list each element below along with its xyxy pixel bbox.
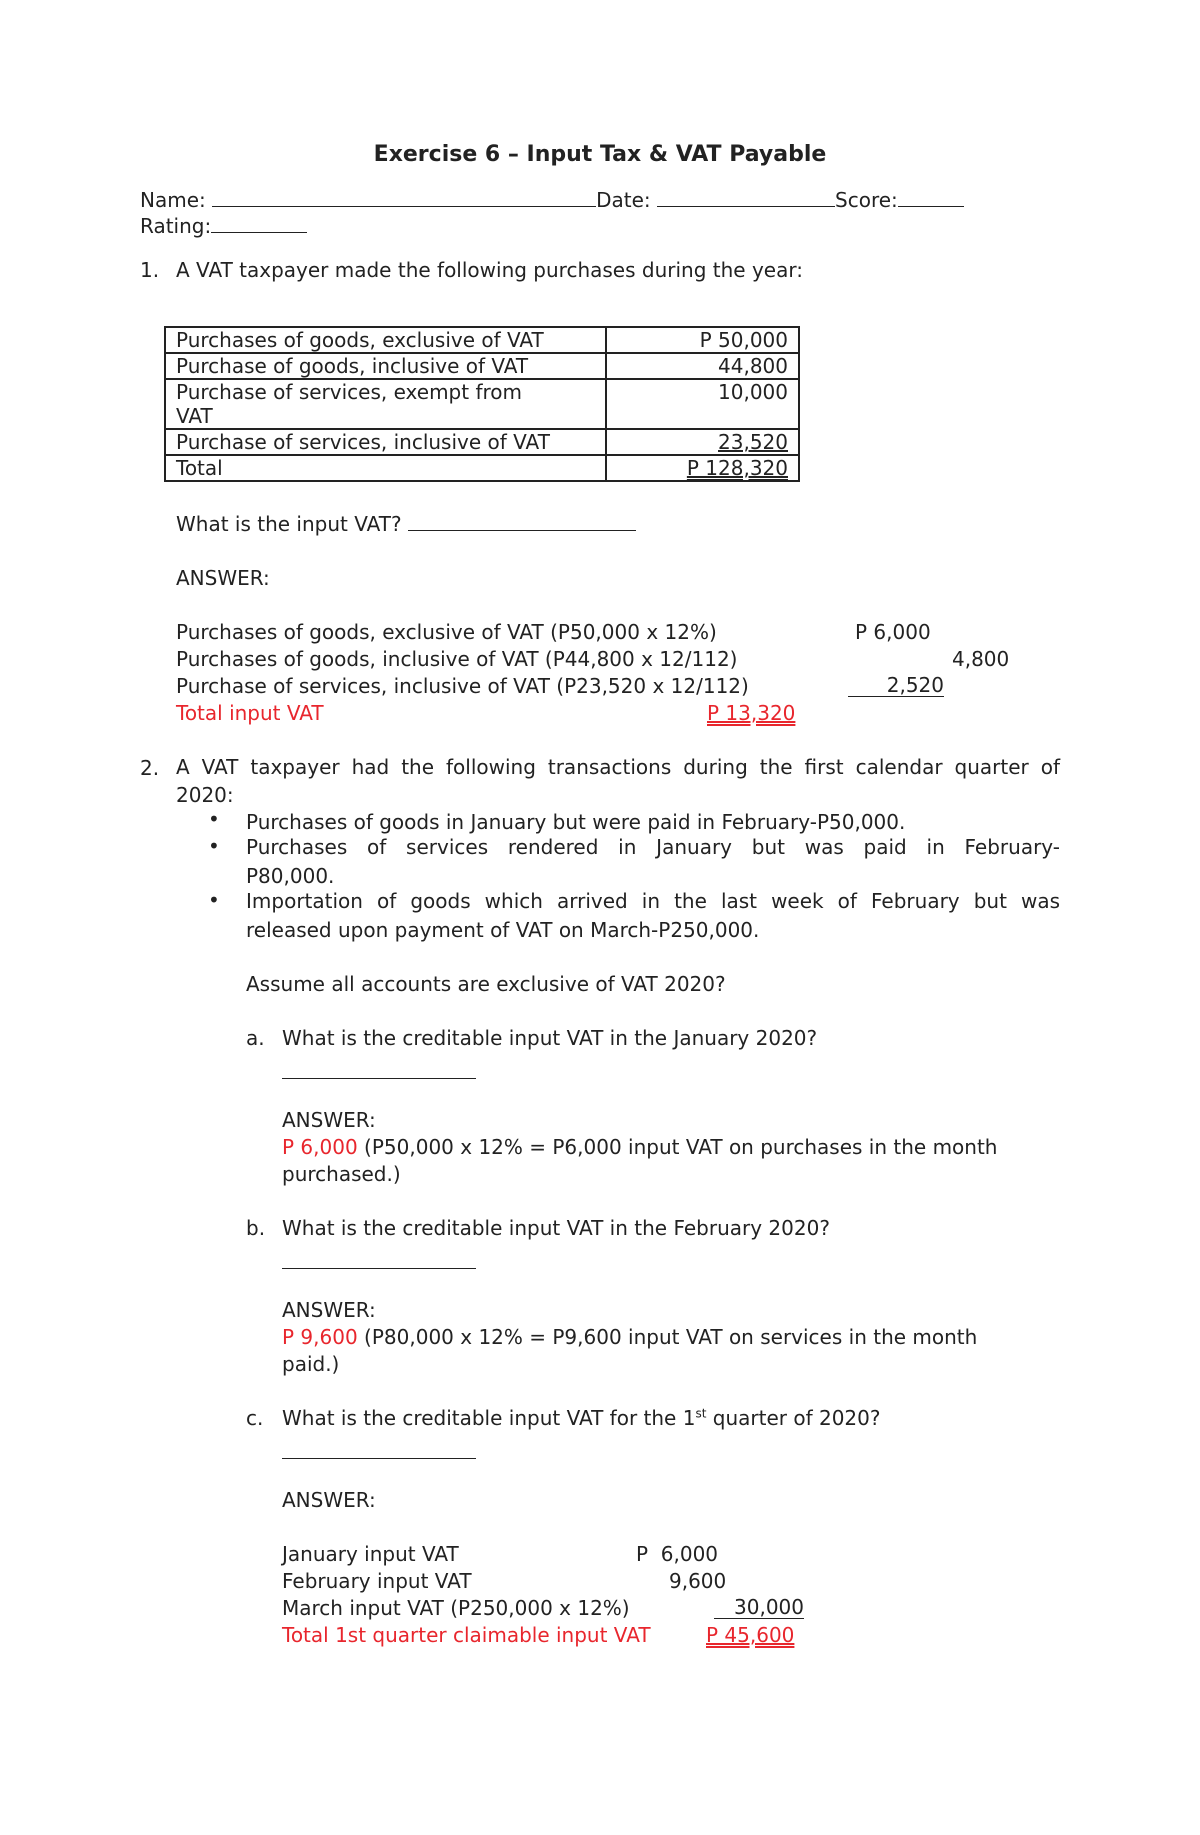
q2c-line-value: P 6,000 — [636, 1542, 719, 1566]
q2c-question-sup: st — [695, 1406, 707, 1421]
q2b-letter: b. — [246, 1216, 266, 1240]
q2c-line-label: January input VAT — [282, 1542, 459, 1566]
rating-label: Rating: — [140, 214, 212, 238]
q2c-total-value: P 45,600 — [706, 1623, 795, 1647]
q2-number: 2. — [140, 756, 160, 780]
table-row — [165, 353, 799, 379]
q2c-question — [282, 1406, 881, 1430]
bullet-icon: • — [208, 807, 220, 831]
table-cell-value: P 50,000 — [606, 327, 799, 353]
q2-text-line2: 2020: — [176, 783, 234, 807]
q2b-answer-blank[interactable] — [282, 1267, 476, 1269]
q2a-answer-cont: purchased.) — [282, 1162, 401, 1186]
q2b-answer — [282, 1325, 977, 1349]
q1-answer-line-label: Purchase of services, inclusive of VAT (P23,520 x 12/112) — [176, 674, 749, 698]
q1-answer-blank[interactable] — [408, 512, 636, 531]
q2b-answer-label: ANSWER: — [282, 1298, 376, 1322]
q1-number: 1. — [140, 258, 160, 282]
name-blank[interactable] — [212, 188, 596, 207]
q2a-answer-value: P 6,000 — [282, 1135, 358, 1159]
table-cell-value: 10,000 — [606, 379, 799, 429]
q2c-total-label: Total 1st quarter claimable input VAT — [282, 1623, 651, 1647]
q2-bullet-text-cont: released upon payment of VAT on March-P250,000. — [246, 918, 760, 942]
q2c-line-value: 30,000 — [714, 1596, 804, 1619]
date-blank[interactable] — [657, 188, 835, 207]
q1-total-value: P 13,320 — [707, 701, 796, 725]
q1-answer-line-value: P 6,000 — [855, 620, 931, 644]
bullet-icon: • — [208, 834, 220, 858]
purchases-table — [164, 326, 800, 482]
date-label: Date: — [596, 188, 651, 212]
q2-bullet-text: Purchases of goods in January but were paid in February-P50,000. — [246, 810, 906, 834]
table-row — [165, 379, 799, 429]
q2-bullet-text: Importation of goods which arrived in the last week of February but was — [246, 889, 1060, 913]
q1-question-row — [176, 512, 636, 536]
q2a-question: What is the creditable input VAT in the January 2020? — [282, 1026, 818, 1050]
q2-assume: Assume all accounts are exclusive of VAT 2020? — [246, 972, 726, 996]
q2-text-line1: A VAT taxpayer had the following transactions during the first calendar quarter of — [176, 755, 1060, 779]
q2a-answer-blank[interactable] — [282, 1077, 476, 1079]
name-field-row — [140, 188, 964, 212]
q2c-letter: c. — [246, 1406, 264, 1430]
q1-question: What is the input VAT? — [176, 512, 402, 536]
table-cell-value-text: 23,520 — [718, 430, 788, 454]
table-cell-label: Purchases of goods, exclusive of VAT — [165, 327, 606, 353]
q1-text: A VAT taxpayer made the following purchases during the year: — [176, 258, 803, 282]
name-label: Name: — [140, 188, 206, 212]
q2-bullet-text: Purchases of services rendered in January but was paid in February- — [246, 835, 1060, 859]
table-cell-value: 44,800 — [606, 353, 799, 379]
q2c-line-label: February input VAT — [282, 1569, 472, 1593]
table-row — [165, 327, 799, 353]
q2b-answer-value: P 9,600 — [282, 1325, 358, 1349]
table-cell-value — [606, 455, 799, 481]
q1-answer-label: ANSWER: — [176, 566, 270, 590]
q1-answer-line-value: 2,520 — [848, 674, 944, 697]
table-cell-label-text: Purchase of services, exempt from VAT — [176, 380, 522, 428]
bullet-icon: • — [208, 888, 220, 912]
q2a-answer-label: ANSWER: — [282, 1108, 376, 1132]
table-cell-label: Purchase of services, inclusive of VAT — [165, 429, 606, 455]
q2c-question-pre: What is the creditable input VAT for the 1 — [282, 1406, 696, 1430]
q2c-question-post: quarter of 2020? — [706, 1406, 881, 1430]
table-cell-label: Total — [165, 455, 606, 481]
q2c-answer-blank[interactable] — [282, 1457, 476, 1459]
score-label: Score: — [835, 188, 898, 212]
q1-total-label: Total input VAT — [176, 701, 324, 725]
q2c-line-label: March input VAT (P250,000 x 12%) — [282, 1596, 630, 1620]
rating-blank[interactable] — [211, 214, 307, 233]
q2a-answer — [282, 1135, 997, 1159]
q2a-letter: a. — [246, 1026, 265, 1050]
q2b-answer-cont: paid.) — [282, 1352, 340, 1376]
q1-answer-line-label: Purchases of goods, inclusive of VAT (P44,800 x 12/112) — [176, 647, 738, 671]
table-cell-value — [606, 429, 799, 455]
q1-answer-line-label: Purchases of goods, exclusive of VAT (P50,000 x 12%) — [176, 620, 717, 644]
q1-answer-line-value: 4,800 — [952, 647, 1010, 671]
table-row — [165, 429, 799, 455]
table-cell-label — [165, 379, 606, 429]
q2a-answer-explanation: (P50,000 x 12% = P6,000 input VAT on purchases in the month — [357, 1135, 998, 1159]
rating-field-row — [140, 214, 307, 238]
table-row — [165, 455, 799, 481]
page-title: Exercise 6 – Input Tax & VAT Payable — [373, 142, 827, 167]
table-cell-label: Purchase of goods, inclusive of VAT — [165, 353, 606, 379]
table-cell-value-text: P 128,320 — [686, 456, 788, 480]
q2c-line-value: 9,600 — [669, 1569, 727, 1593]
q2-bullet-text-cont: P80,000. — [246, 864, 335, 888]
score-blank[interactable] — [898, 188, 964, 207]
q2b-answer-explanation: (P80,000 x 12% = P9,600 input VAT on services in the month — [357, 1325, 978, 1349]
q2b-question: What is the creditable input VAT in the February 2020? — [282, 1216, 830, 1240]
q2c-answer-label: ANSWER: — [282, 1488, 376, 1512]
